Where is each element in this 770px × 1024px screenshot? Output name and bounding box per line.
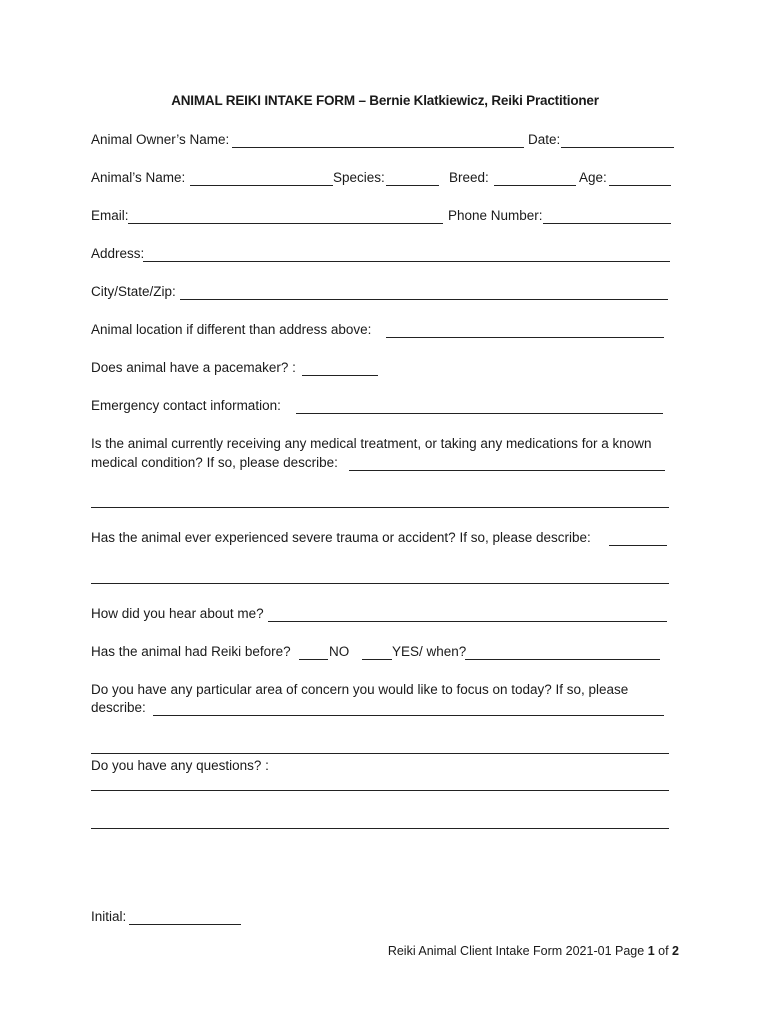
address-row (91, 246, 681, 266)
concern-question-line-1: Do you have any particular area of concern you would like to focus on today? If so, please (91, 682, 629, 697)
emergency-contact-field[interactable] (296, 413, 663, 414)
city-state-zip-label: City/State/Zip: (91, 284, 176, 299)
concern-question-line-2: describe: (91, 700, 146, 715)
pacemaker-row (91, 360, 681, 380)
emergency-row (91, 398, 681, 418)
reiki-before-label: Has the animal had Reiki before? (91, 644, 291, 659)
email-label: Email: (91, 208, 129, 223)
medical-question-line-1: Is the animal currently receiving any medical treatment, or taking any medications for a known (91, 436, 652, 451)
concern-row-1 (91, 682, 681, 702)
animal-row (91, 170, 681, 190)
referral-row (91, 606, 681, 626)
concern-field[interactable] (153, 715, 664, 716)
age-field[interactable] (609, 185, 671, 186)
initial-label: Initial: (91, 909, 127, 924)
species-label: Species: (333, 170, 385, 185)
date-field[interactable] (561, 147, 674, 148)
questions-row (91, 758, 681, 778)
animal-location-field[interactable] (386, 337, 664, 338)
footer-page-total: 2 (672, 944, 679, 958)
questions-label: Do you have any questions? : (91, 758, 269, 773)
medical-row-2 (91, 455, 681, 475)
city-row (91, 284, 681, 304)
footer-page-current: 1 (647, 944, 655, 958)
medical-row-1 (91, 436, 681, 456)
age-label: Age: (579, 170, 607, 185)
reiki-before-row (91, 644, 681, 664)
pacemaker-field[interactable] (302, 375, 378, 376)
contact-row (91, 208, 681, 228)
owner-name-field[interactable] (232, 147, 524, 148)
address-label: Address: (91, 246, 145, 261)
footer-text: Reiki Animal Client Intake Form 2021-01 Page (387, 944, 645, 958)
no-checkline[interactable] (299, 659, 328, 660)
pacemaker-label: Does animal have a pacemaker? : (91, 360, 296, 375)
questions-line-1[interactable] (91, 790, 669, 791)
initial-field[interactable] (129, 924, 241, 925)
emergency-contact-label: Emergency contact information: (91, 398, 281, 413)
questions-line-2[interactable] (91, 828, 669, 829)
footer-of: of (658, 944, 669, 958)
email-field[interactable] (128, 223, 443, 224)
trauma-question-label: Has the animal ever experienced severe trauma or accident? If so, please describe: (91, 530, 591, 545)
owner-row (91, 132, 681, 152)
medical-question-line-2: medical condition? If so, please describe: (91, 455, 338, 470)
animal-name-label: Animal’s Name: (91, 170, 186, 185)
no-label: NO (329, 644, 350, 659)
address-field[interactable] (143, 261, 670, 262)
trauma-field[interactable] (609, 545, 667, 546)
concern-row-2 (91, 700, 681, 720)
yes-when-label: YES/ when? (392, 644, 467, 659)
date-label: Date: (528, 132, 561, 147)
referral-field[interactable] (268, 621, 667, 622)
referral-label: How did you hear about me? (91, 606, 264, 621)
breed-label: Breed: (449, 170, 489, 185)
trauma-extra-line[interactable] (91, 583, 669, 584)
concern-extra-line[interactable] (91, 753, 669, 754)
phone-label: Phone Number: (448, 208, 543, 223)
page-footer (388, 944, 679, 958)
species-field[interactable] (386, 185, 439, 186)
animal-location-label: Animal location if different than address above: (91, 322, 372, 337)
owner-name-label: Animal Owner’s Name: (91, 132, 230, 147)
yes-when-field[interactable] (465, 659, 660, 660)
phone-field[interactable] (543, 223, 671, 224)
initial-row (91, 909, 391, 929)
breed-field[interactable] (494, 185, 576, 186)
medical-field[interactable] (349, 470, 665, 471)
city-state-zip-field[interactable] (180, 299, 668, 300)
medical-extra-line[interactable] (91, 507, 669, 508)
location-row (91, 322, 681, 342)
yes-checkline[interactable] (362, 659, 392, 660)
trauma-row (91, 530, 681, 550)
animal-name-field[interactable] (190, 185, 333, 186)
form-title: ANIMAL REIKI INTAKE FORM – Bernie Klatkiewicz, Reiki Practitioner (171, 93, 599, 108)
